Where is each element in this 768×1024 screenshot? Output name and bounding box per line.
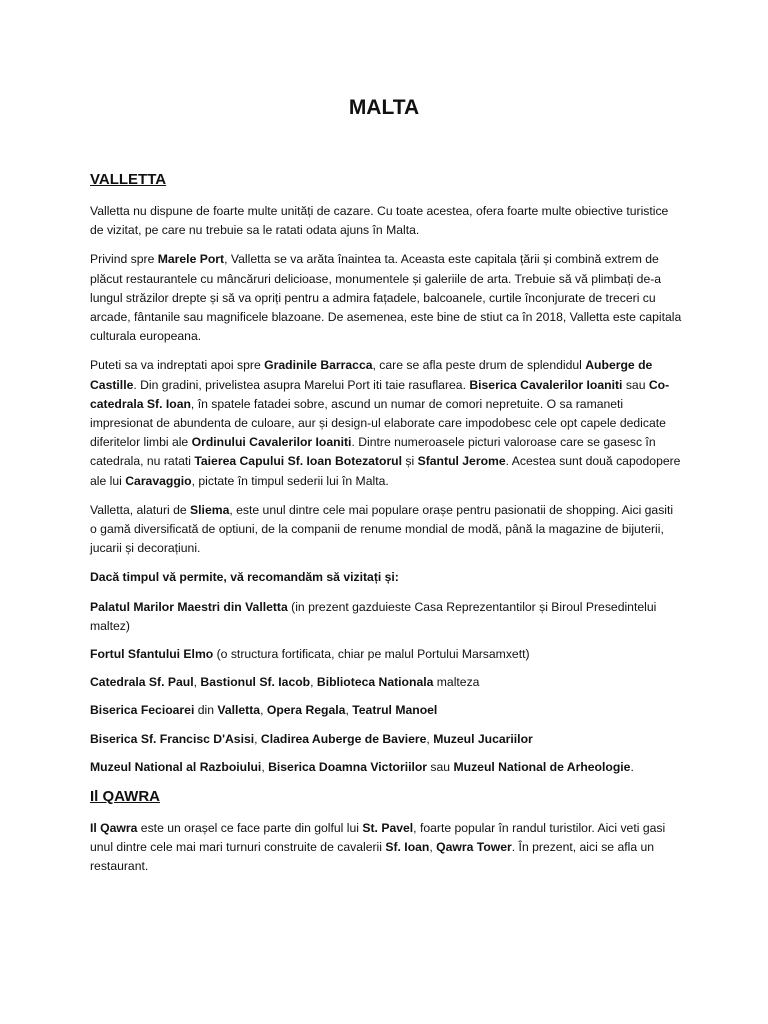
text-run: . Dintre numeroasele picturi valoroase care se gasesc în catedrala, nu ratati (90, 435, 656, 469)
recommendation-item (90, 730, 682, 749)
text-run: sau (427, 759, 454, 774)
text-run: , (254, 731, 261, 746)
recommendation-item (90, 758, 682, 777)
text-run: , (345, 703, 353, 718)
bold-text-run: Il Qawra (90, 821, 138, 836)
bold-text-run: Ordinului Cavalerilor Ioaniti (191, 435, 352, 450)
bold-text-run: Opera Regala (266, 703, 346, 718)
valletta-paragraph-2 (90, 250, 682, 346)
bold-text-run: Gradinile Barracca (264, 358, 373, 373)
recommendation-item (90, 598, 682, 636)
text-run: , (260, 703, 267, 718)
bold-text-run: Sf. Ioan (385, 840, 430, 855)
bold-text-run: Biserica Sf. Francisc D'Asisi (90, 731, 255, 746)
text-run: , (261, 759, 269, 774)
bold-text-run: Catedrala Sf. Paul (90, 675, 194, 690)
bold-text-run: Valletta (217, 703, 261, 718)
text-run: Valletta, alaturi de (90, 502, 191, 517)
bold-text-run: Fortul Sfantului Elmo (90, 647, 214, 662)
recommendation-item (90, 673, 682, 692)
valletta-paragraph-1 (90, 202, 682, 240)
bold-text-run: Co-catedrala Sf. Ioan (90, 377, 670, 411)
recommendation-intro: Dacă timpul vă permite, vă recomandăm să vizitați și: (90, 570, 399, 585)
bold-text-run: Bastionul Sf. Iacob (200, 675, 311, 690)
text-run: Valletta nu dispune de foarte multe unități de cazare. Cu toate acestea, ofera foarte multe obiective turistice de vizitat, pe care nu trebuie sa le ratati odata ajuns în Malta. (90, 204, 669, 238)
text-run: sau (622, 377, 649, 392)
bold-text-run: Cladirea Auberge de Baviere (260, 731, 427, 746)
bold-text-run: Qawra Tower (436, 840, 512, 855)
section-heading-qawra: Il QAWRA (90, 788, 160, 806)
bold-text-run: Muzeul Jucariilor (433, 731, 533, 746)
text-run: , (193, 675, 201, 690)
valletta-paragraph-3 (90, 356, 682, 490)
bold-text-run: Marele Port (157, 252, 225, 267)
bold-text-run: Muzeul National de Arheologie (453, 759, 631, 774)
text-run: . Acestea sunt două capodopere ale lui (90, 454, 681, 488)
text-run: . În prezent, aici se afla un restaurant. (90, 840, 655, 874)
text-run: , foarte popular în randul turistilor. Aici veti gasi unul dintre cele mai mari turnuri construite de cavalerii (90, 821, 666, 855)
bold-text-run: Auberge de Castille (90, 358, 653, 392)
text-run: . (630, 759, 634, 774)
bold-text-run: Palatul Marilor Maestri din Valletta (90, 599, 288, 614)
bold-text-run: St. Pavel (362, 821, 414, 836)
text-run: și (402, 454, 418, 469)
bold-text-run: Biserica Doamna Victoriilor (268, 759, 428, 774)
text-run: este un orașel ce face parte din golful lui (137, 821, 363, 836)
bold-text-run: Caravaggio (125, 473, 192, 488)
page-title: MALTA (348, 96, 420, 119)
text-run: , în spatele fatadei sobre, ascund un numar de comori nepretuite. O sa ramaneti impresionat de abundenta de culoare, aur și design-ul elaborate care impodobesc cele opt capele dedicate diferitelor limbi ale (90, 396, 666, 450)
bold-text-run: Taierea Capului Sf. Ioan Botezatorul (194, 454, 403, 469)
text-run: (in prezent gazduieste Casa Reprezentantilor și Biroul Presedintelui maltez) (90, 599, 657, 633)
text-run: , (426, 731, 434, 746)
text-run: . Din gradini, privelistea asupra Marelui Port iti taie rasuflarea. (133, 377, 470, 392)
recommendation-item (90, 645, 682, 664)
text-run: , (429, 840, 437, 855)
text-run: , pictate în timpul sederii lui în Malta. (191, 473, 389, 488)
text-run: (o structura fortificata, chiar pe malul Portului Marsamxett) (213, 647, 530, 662)
text-run: , Valletta se va arăta înaintea ta. Aceasta este capitala țării și combină extrem de plăcut restaurantele cu mâncăruri delicioase, monumentele și galeriile de arta. Trebuie să vă plimbați de-a lungul străzilor drepte și să va opriți pentru a admira fațadele, balcoanele, curtile înconjurate de treceri cu arcade, fântanile sau magnificele blazoane. De asemenea, este bine de stiut ca în 2018, Valletta este capitala culturala europeana. (90, 252, 682, 344)
recommendation-item (90, 701, 682, 720)
text-run: , (310, 675, 317, 690)
bold-text-run: Biserica Cavalerilor Ioaniti (469, 377, 623, 392)
section-heading-valletta: VALLETTA (90, 171, 167, 188)
qawra-paragraph-1 (90, 819, 682, 877)
bold-text-run: Muzeul National al Razboiului (90, 759, 262, 774)
valletta-paragraph-4 (90, 501, 682, 559)
text-run: , care se afla peste drum de splendidul (372, 358, 586, 373)
text-run: , este unul dintre cele mai populare orașe pentru pasionatii de shopping. Aici gasiti o gamă diversificată de optiuni, de la companii de renume mondial de modă, până la magazine de bijuterii, jucarii și decorațiuni. (90, 502, 674, 556)
document-body (90, 170, 682, 887)
bold-text-run: Biserica Fecioarei (90, 703, 195, 718)
text-run: Privind spre (90, 252, 158, 267)
text-run: Puteti sa va indreptati apoi spre (90, 358, 265, 373)
text-run: malteza (433, 675, 480, 690)
bold-text-run: Sliema (190, 502, 230, 517)
bold-text-run: Sfantul Jerome (417, 454, 506, 469)
bold-text-run: Teatrul Manoel (352, 703, 438, 718)
text-run: din (194, 703, 218, 718)
bold-text-run: Biblioteca Nationala (316, 675, 434, 690)
